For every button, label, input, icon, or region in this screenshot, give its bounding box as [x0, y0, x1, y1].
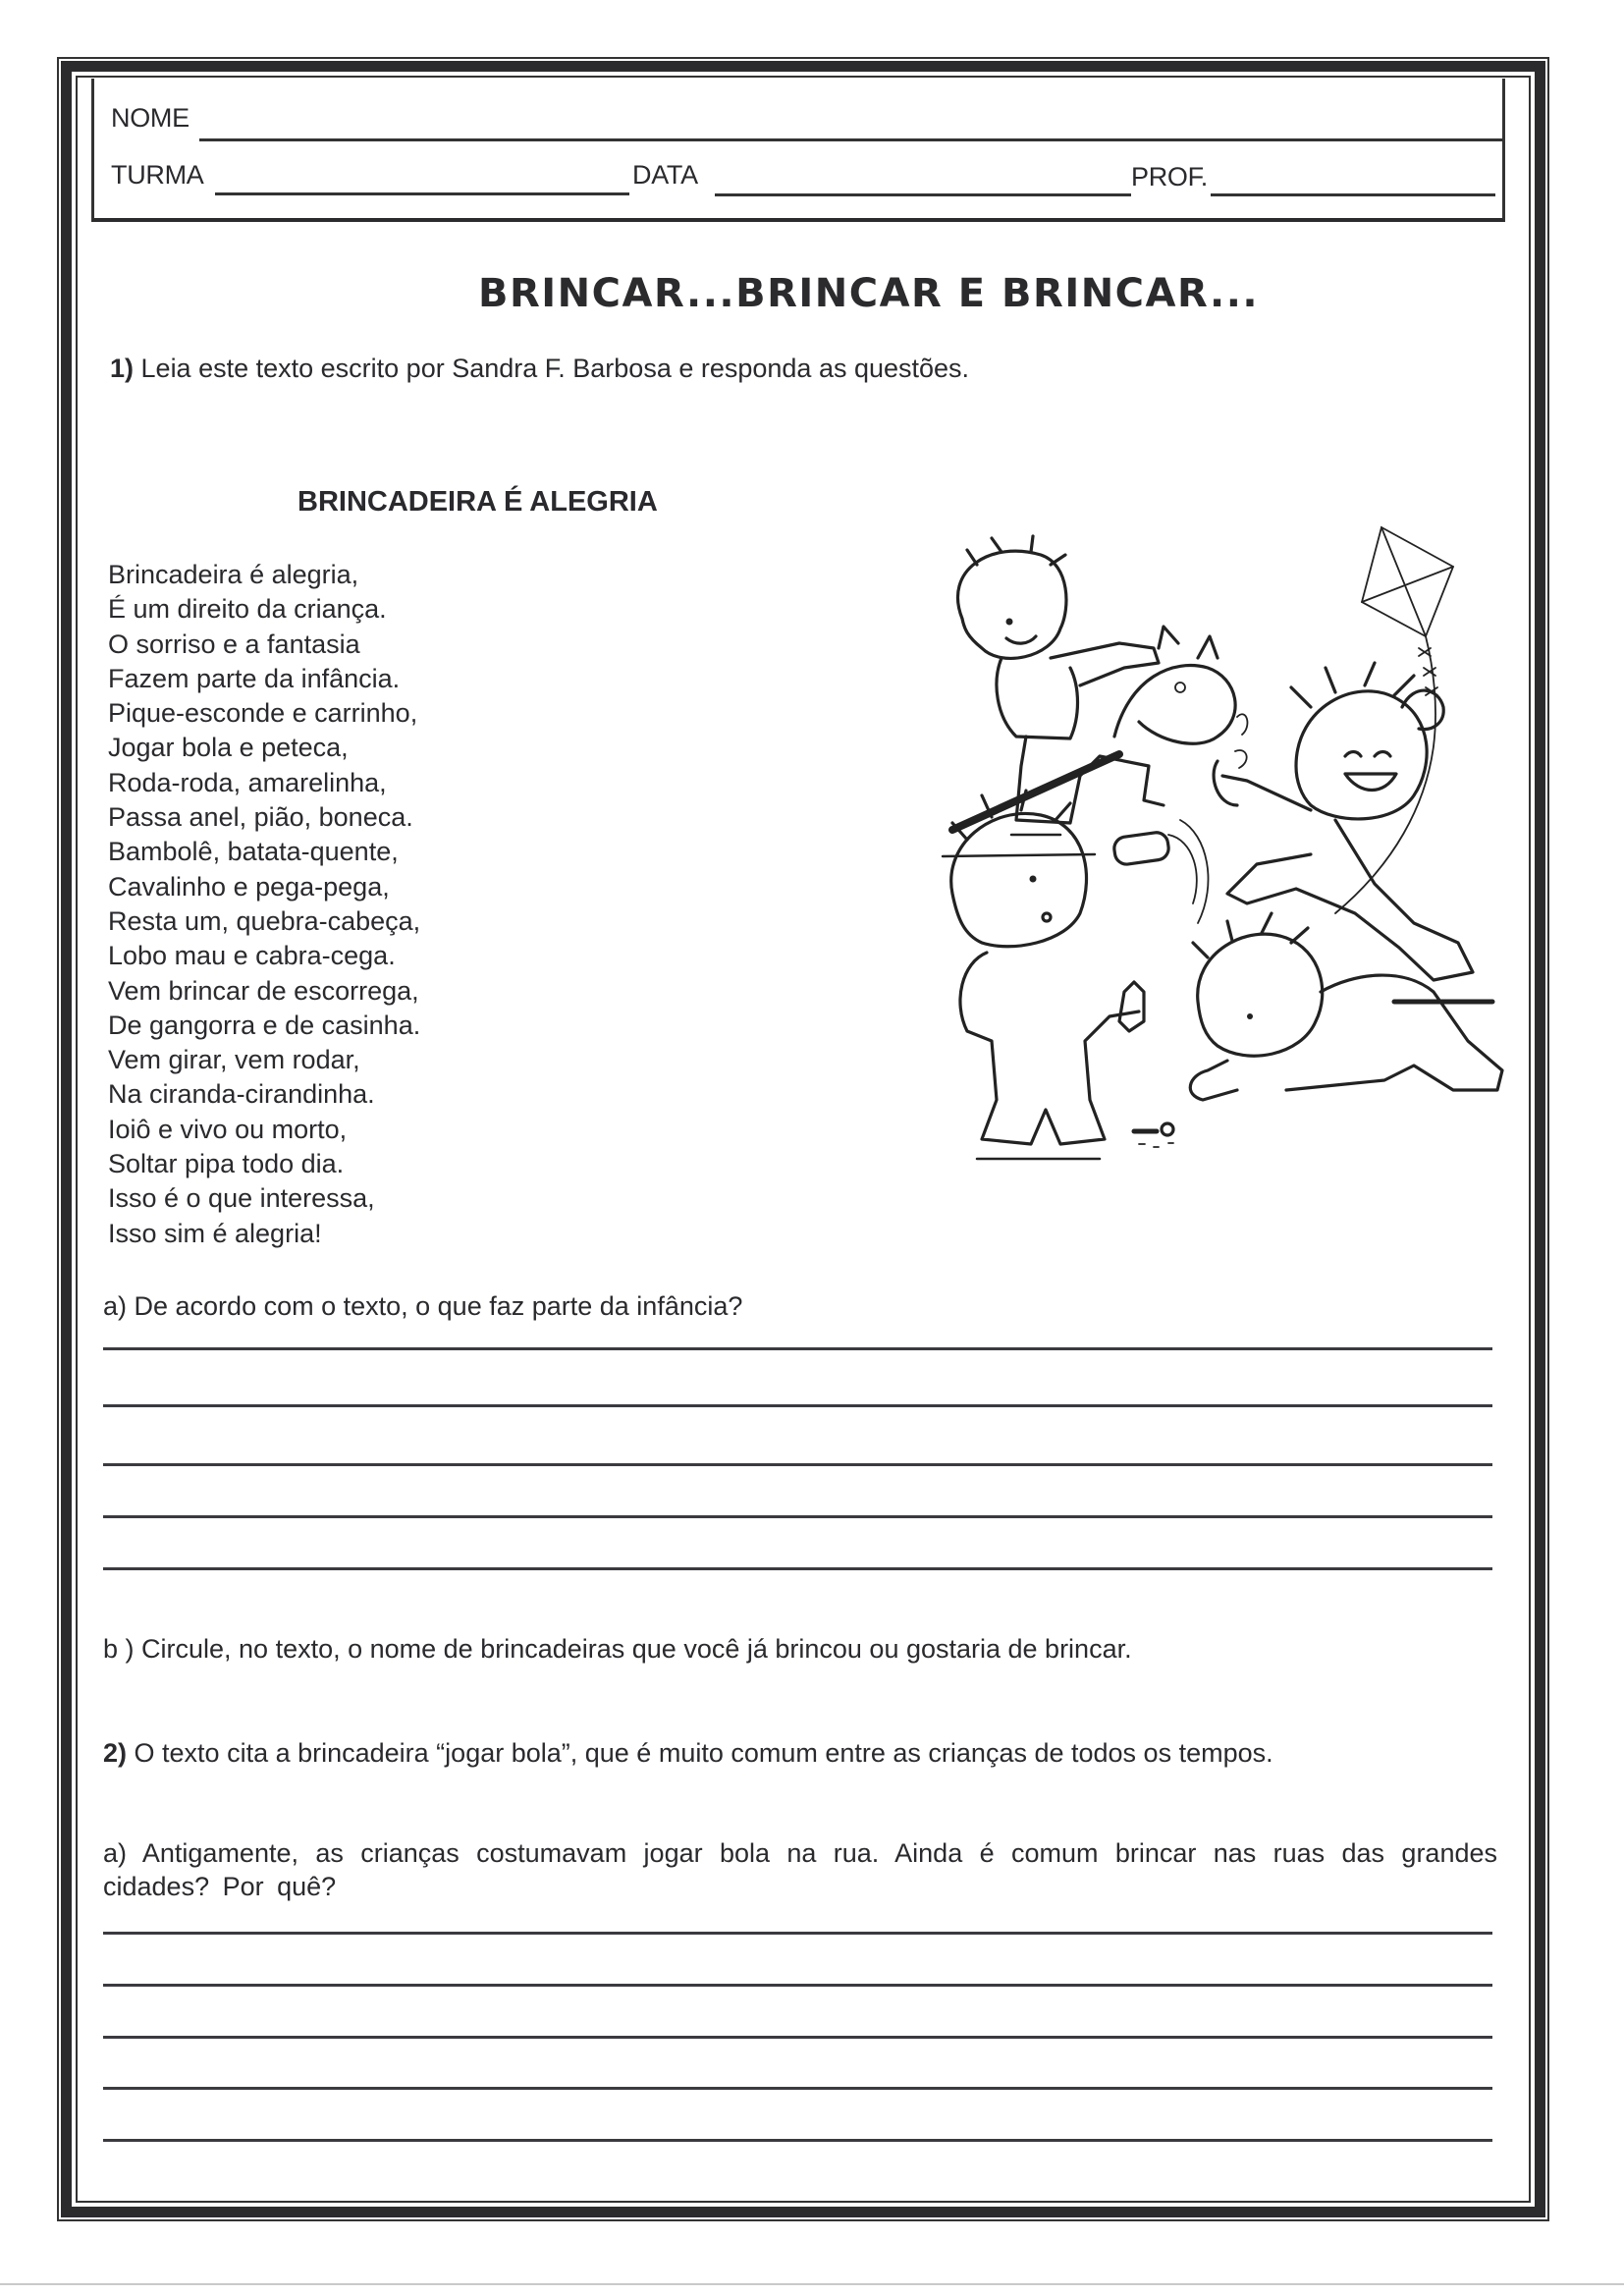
teacher-label: PROF. [1131, 162, 1209, 191]
answer-line-1a-1[interactable] [103, 1347, 1492, 1350]
name-label: NOME [111, 103, 189, 133]
poem-line: É um direito da criança. [108, 594, 387, 625]
boy-playing-marbles-icon [1134, 913, 1502, 1147]
class-field[interactable] [215, 192, 629, 195]
children-playing-illustration [923, 511, 1512, 1218]
poem-line: Bambolê, batata-quente, [108, 837, 399, 867]
poem-line: Cavalinho e pega-pega, [108, 871, 390, 902]
poem-line: Na ciranda-cirandinha. [108, 1079, 375, 1110]
poem-line: Passa anel, pião, boneca. [108, 802, 413, 833]
question-2-number: 2) [103, 1738, 128, 1768]
answer-line-2a-3[interactable] [103, 2036, 1492, 2039]
poem-line: Ioiô e vivo ou morto, [108, 1114, 348, 1144]
question-1b: b ) Circule, no texto, o nome de brincadeiras que você já brincou ou gostaria de brincar. [103, 1634, 1132, 1664]
poem-line: Pique-esconde e carrinho, [108, 698, 418, 729]
date-field[interactable] [715, 193, 1131, 196]
poem-line: De gangorra e de casinha. [108, 1010, 421, 1040]
poem-line: O sorriso e a fantasia [108, 629, 360, 659]
boy-flying-kite-icon [1214, 663, 1492, 1002]
poem-line: Vem brincar de escorrega, [108, 975, 419, 1006]
student-info-box [91, 79, 1505, 222]
answer-line-1a-2[interactable] [103, 1404, 1492, 1407]
poem-line: Soltar pipa todo dia. [108, 1149, 345, 1179]
question-1-number: 1) [110, 354, 135, 383]
answer-line-1a-5[interactable] [103, 1567, 1492, 1570]
poem-line: Brincadeira é alegria, [108, 560, 359, 589]
poem-line: Vem girar, vem rodar, [108, 1045, 360, 1075]
question-1a: a) De acordo com o texto, o que faz parte da infância? [103, 1291, 743, 1321]
question-2a: a) Antigamente, as crianças costumavam jogar bola na rua. Ainda é comum brincar nas ruas das grandes cidades? Por quê? [103, 1838, 1497, 1901]
question-1 [110, 354, 969, 384]
boy-spinning-top-icon [951, 791, 1209, 1159]
answer-line-2a-4[interactable] [103, 2087, 1492, 2090]
poem-line: Fazem parte da infância. [108, 663, 401, 693]
poem-line: Resta um, quebra-cabeça, [108, 905, 421, 936]
scan-edge [0, 2283, 1624, 2285]
date-label: DATA [632, 160, 698, 190]
question-1-prompt: Leia este texto escrito por Sandra F. Barbosa e responda as questões. [140, 354, 970, 383]
name-field[interactable] [199, 138, 1502, 141]
poem-line: Jogar bola e peteca, [108, 733, 349, 763]
poem-title: BRINCADEIRA É ALEGRIA [298, 486, 658, 518]
poem-text [108, 558, 420, 1251]
answer-line-2a-2[interactable] [103, 1984, 1492, 1987]
worksheet-title: BRINCAR...BRINCAR E BRINCAR... [478, 271, 1260, 316]
answer-line-1a-4[interactable] [103, 1515, 1492, 1518]
answer-line-1a-3[interactable] [103, 1463, 1492, 1466]
poem-line: Lobo mau e cabra-cega. [108, 941, 396, 971]
class-label: TURMA [111, 160, 204, 190]
poem-line: Roda-roda, amarelinha, [108, 767, 387, 797]
question-2 [103, 1738, 1273, 1769]
teacher-field[interactable] [1211, 193, 1495, 196]
kite-icon [1335, 527, 1453, 913]
poem-line: Isso é o que interessa, [108, 1183, 375, 1214]
answer-line-2a-5[interactable] [103, 2139, 1492, 2142]
question-2-prompt: O texto cita a brincadeira “jogar bola”, que é muito comum entre as crianças de todos os tempos. [134, 1738, 1273, 1768]
answer-line-2a-1[interactable] [103, 1932, 1492, 1935]
poem-line: Isso sim é alegria! [108, 1218, 322, 1248]
